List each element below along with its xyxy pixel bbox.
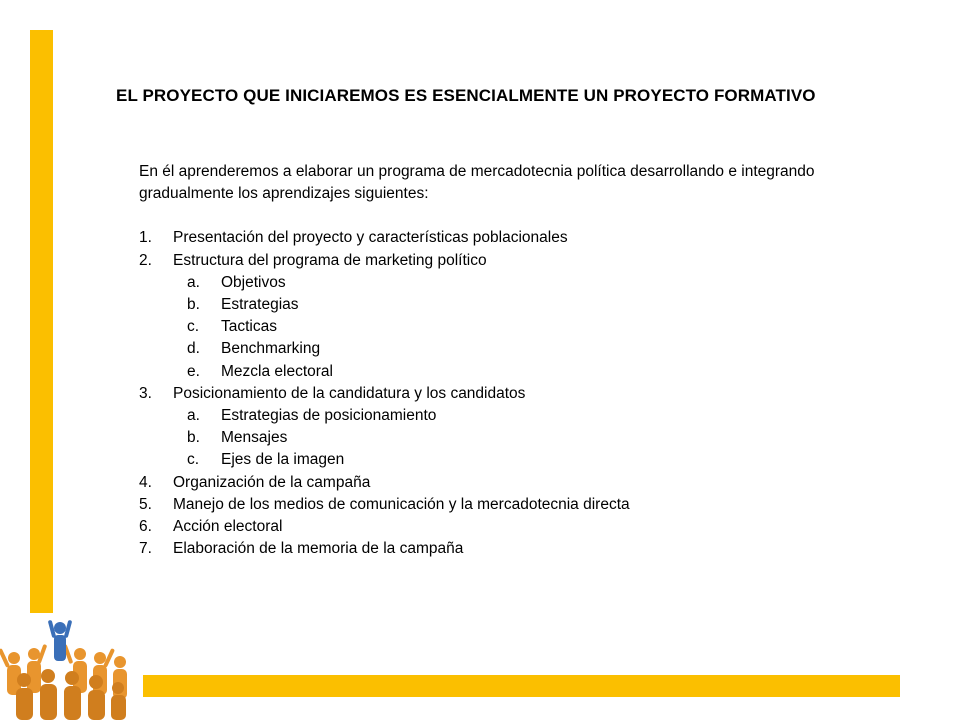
sub-item <box>139 294 859 316</box>
sub-text: Ejes de la imagen <box>221 451 345 469</box>
sub-item <box>139 272 859 294</box>
item-number: 1. <box>139 229 152 247</box>
item-number: 6. <box>139 518 152 536</box>
team-crowd-icon <box>0 618 132 720</box>
item-text: Posicionamiento de la candidatura y los candidatos <box>173 384 526 402</box>
sub-text: Tacticas <box>221 318 277 336</box>
item-number: 3. <box>139 384 152 402</box>
sub-item <box>139 449 859 471</box>
item-text: Organización de la campaña <box>173 473 371 491</box>
learning-list <box>139 227 859 560</box>
sub-letter: a. <box>187 273 200 291</box>
sub-item <box>139 338 859 360</box>
sub-item <box>139 361 859 383</box>
sub-letter: c. <box>187 318 200 336</box>
item-text: Estructura del programa de marketing político <box>173 251 487 269</box>
sub-item <box>139 316 859 338</box>
sub-item <box>139 405 859 427</box>
sub-letter: e. <box>187 362 200 380</box>
item-text: Elaboración de la memoria de la campaña <box>173 540 464 558</box>
list-item <box>139 250 859 383</box>
list-item <box>139 383 859 472</box>
item-text: Presentación del proyecto y características poblacionales <box>173 229 568 247</box>
sub-text: Mensajes <box>221 429 288 447</box>
bottom-accent-bar <box>143 675 900 697</box>
left-accent-bar <box>30 30 53 613</box>
list-item <box>139 227 859 249</box>
sub-text: Estrategias de posicionamiento <box>221 407 437 425</box>
sub-text: Benchmarking <box>221 340 321 358</box>
item-text: Manejo de los medios de comunicación y la mercadotecnia directa <box>173 495 630 513</box>
sub-letter: c. <box>187 451 200 469</box>
item-number: 2. <box>139 251 152 269</box>
sub-letter: b. <box>187 296 200 314</box>
item-number: 5. <box>139 495 152 513</box>
sub-item <box>139 427 859 449</box>
item-number: 4. <box>139 473 152 491</box>
sub-text: Objetivos <box>221 273 286 291</box>
sub-letter: d. <box>187 340 200 358</box>
list-item <box>139 516 859 538</box>
slide-title: EL PROYECTO QUE INICIAREMOS ES ESENCIALMENTE UN PROYECTO FORMATIVO <box>116 86 816 105</box>
item-text: Acción electoral <box>173 518 283 536</box>
item-number: 7. <box>139 540 152 558</box>
sub-letter: a. <box>187 407 200 425</box>
list-item <box>139 494 859 516</box>
intro-paragraph: En él aprenderemos a elaborar un programa de mercadotecnia política desarrollando e integrando gradualmente los aprendizajes siguientes: <box>139 163 815 203</box>
sub-text: Estrategias <box>221 296 299 314</box>
sub-letter: b. <box>187 429 200 447</box>
list-item <box>139 472 859 494</box>
slide-body <box>139 161 859 560</box>
list-item <box>139 538 859 560</box>
sub-text: Mezcla electoral <box>221 362 333 380</box>
